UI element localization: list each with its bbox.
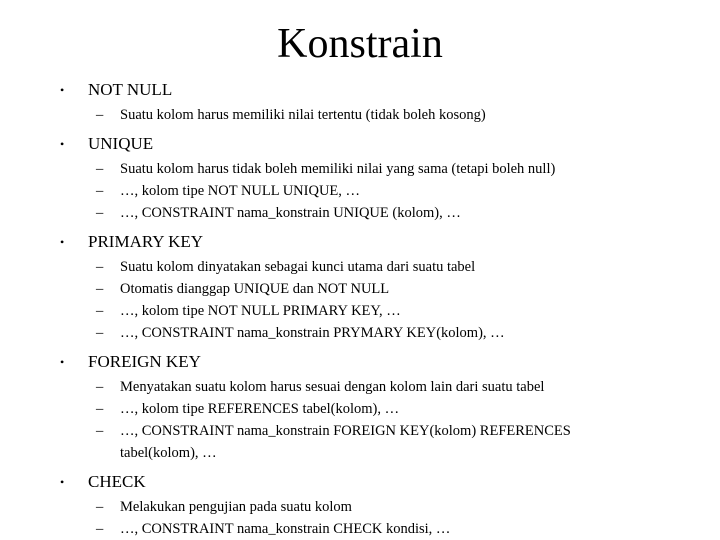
sub-item-text: …, CONSTRAINT nama_konstrain CHECK kondisi, … (120, 521, 451, 537)
sub-item (0, 420, 720, 464)
dash-marker: – (96, 281, 104, 297)
bullet-item-unique (0, 132, 720, 230)
sub-item-text: Suatu kolom dinyatakan sebagai kunci utama dari suatu tabel (120, 259, 476, 275)
bullet-marker: • (60, 83, 65, 97)
sub-item (0, 256, 720, 278)
sub-item-text: Melakukan pengujian pada suatu kolom (120, 499, 352, 515)
dash-marker: – (96, 107, 104, 123)
dash-marker: – (96, 379, 104, 395)
dash-marker: – (96, 521, 104, 537)
sub-list-check (0, 496, 720, 540)
sub-item (0, 104, 720, 126)
sub-item-text: …, kolom tipe NOT NULL UNIQUE, … (120, 183, 361, 199)
bullet-item-primary-key (0, 230, 720, 350)
bullet-item-check (0, 470, 720, 540)
bullet-marker: • (60, 235, 65, 249)
sub-item-text: Menyatakan suatu kolom harus sesuai dengan kolom lain dari suatu tabel (120, 379, 545, 395)
sub-item (0, 376, 720, 398)
dash-marker: – (96, 325, 104, 341)
bullet-list (0, 78, 720, 540)
sub-item (0, 180, 720, 202)
sub-item-text: Otomatis dianggap UNIQUE dan NOT NULL (120, 281, 390, 297)
sub-item (0, 322, 720, 344)
dash-marker: – (96, 401, 104, 417)
sub-item (0, 278, 720, 300)
sub-item (0, 398, 720, 420)
bullet-heading-unique: UNIQUE (88, 134, 154, 153)
bullet-heading-check: CHECK (88, 472, 146, 491)
bullet-heading-primary-key: PRIMARY KEY (88, 232, 204, 251)
sub-item-text: …, CONSTRAINT nama_konstrain UNIQUE (kolom), … (120, 205, 461, 221)
bullet-marker: • (60, 137, 65, 151)
sub-item (0, 158, 720, 180)
sub-item (0, 300, 720, 322)
bullet-marker: • (60, 475, 65, 489)
sub-list-primary-key (0, 256, 720, 344)
dash-marker: – (96, 499, 104, 515)
sub-item (0, 518, 720, 540)
dash-marker: – (96, 161, 104, 177)
sub-item-text: Suatu kolom harus tidak boleh memiliki nilai yang sama (tetapi boleh null) (120, 161, 556, 177)
dash-marker: – (96, 303, 104, 319)
slide-title: Konstrain (277, 21, 443, 67)
bullet-heading-foreign-key: FOREIGN KEY (88, 352, 201, 371)
dash-marker: – (96, 183, 104, 199)
sub-list-foreign-key (0, 376, 720, 464)
sub-list-unique (0, 158, 720, 224)
sub-item-text: …, kolom tipe NOT NULL PRIMARY KEY, … (120, 303, 401, 319)
dash-marker: – (96, 259, 104, 275)
bullet-item-foreign-key (0, 350, 720, 470)
bullet-item-not-null (0, 78, 720, 132)
sub-item (0, 202, 720, 224)
sub-list-not-null (0, 104, 720, 126)
bullet-heading-not-null: NOT NULL (88, 80, 173, 99)
dash-marker: – (96, 423, 104, 439)
bullet-marker: • (60, 355, 65, 369)
sub-item (0, 496, 720, 518)
sub-item-text: …, CONSTRAINT nama_konstrain FOREIGN KEY(kolom) REFERENCES tabel(kolom), … (120, 423, 571, 461)
sub-item-text: …, CONSTRAINT nama_konstrain PRYMARY KEY(kolom), … (120, 325, 505, 341)
sub-item-text: Suatu kolom harus memiliki nilai tertentu (tidak boleh kosong) (120, 107, 486, 123)
dash-marker: – (96, 205, 104, 221)
sub-item-text: …, kolom tipe REFERENCES tabel(kolom), … (120, 401, 400, 417)
